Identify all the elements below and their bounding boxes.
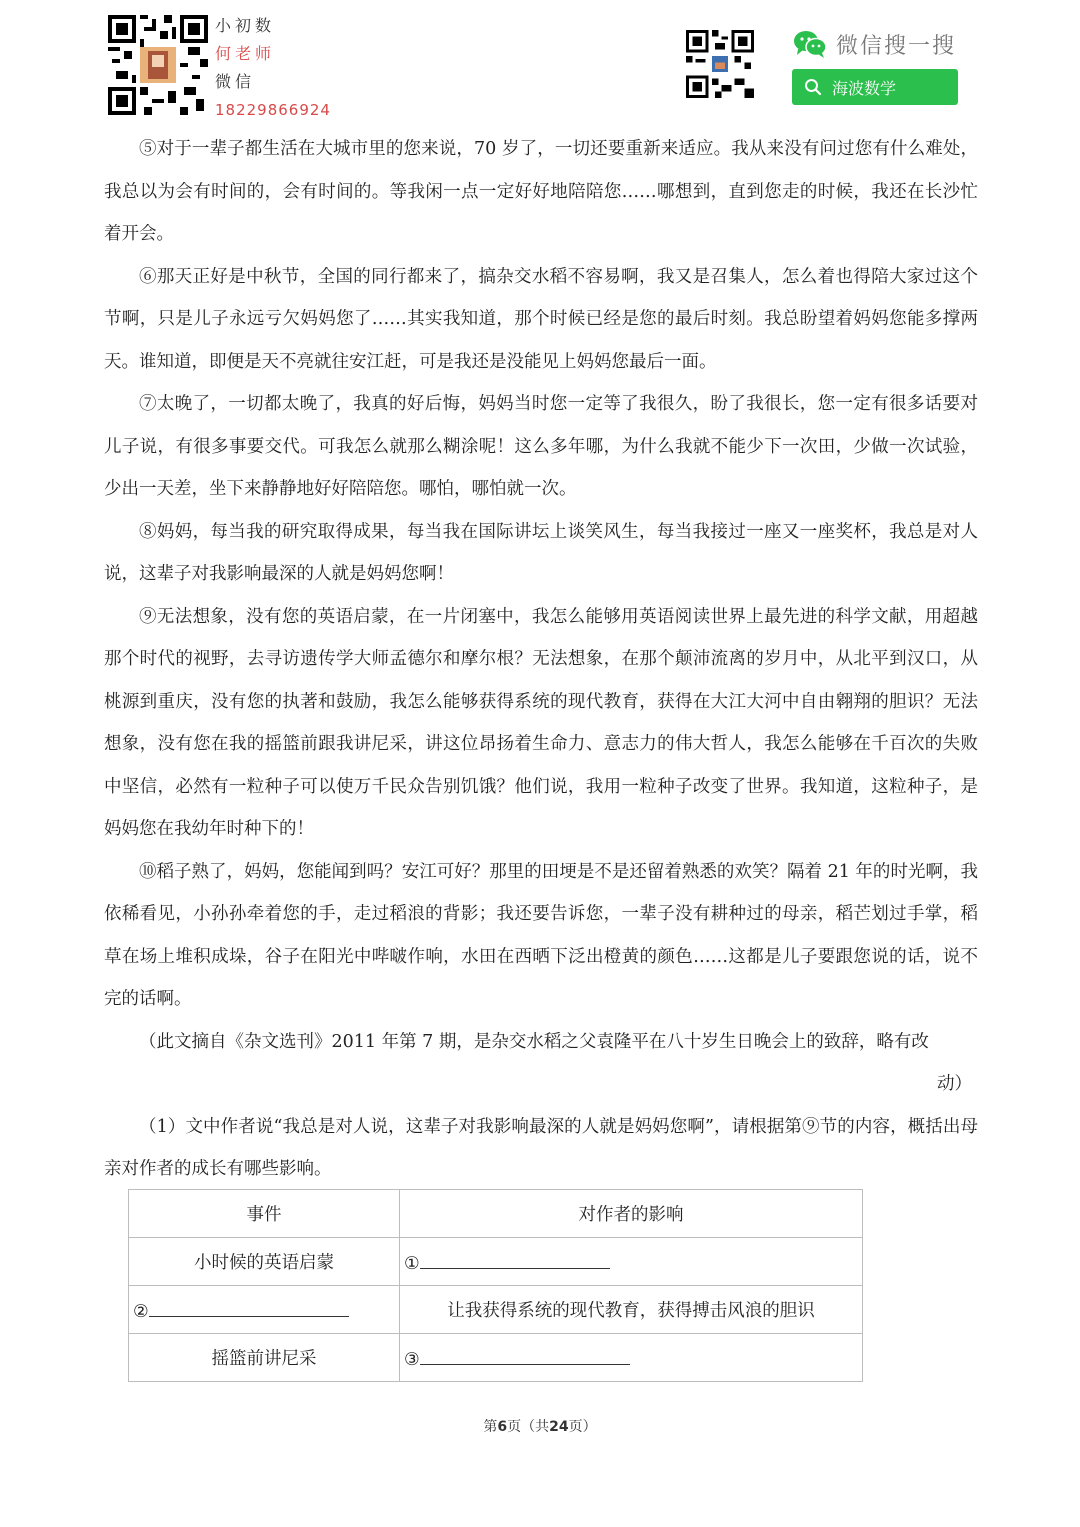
table-row (129, 1286, 863, 1334)
wechat-search-box[interactable] (792, 69, 958, 105)
answer-blank-3[interactable] (420, 1346, 630, 1365)
contact-line-3: 微信 (215, 72, 256, 91)
wechat-search-brand (792, 28, 956, 60)
footer-total-pages: 24 (549, 1419, 569, 1435)
footer-suffix: 页） (568, 1419, 597, 1435)
row1-effect-cell (400, 1238, 863, 1286)
paragraph-7: ⑦太晚了，一切都太晚了，我真的好后悔，妈妈当时您一定等了我很久，盼了我很长，您一定有很多话要对儿子说，有很多事要交代。可我怎么就那么糊涂呢！这么多年哪，为什么我就不能少下一次田，少做一次试验，少出一天差，坐下来静静地好好陪陪您。哪怕，哪怕就一次。 (104, 394, 978, 499)
row1-effect-marker: ① (404, 1253, 420, 1274)
row3-effect-cell (400, 1334, 863, 1382)
table-row (129, 1238, 863, 1286)
question-1: （1）文中作者说“我总是对人说，这辈子对我影响最深的人就是妈妈您啊”，请根据第⑨节的内容，概括出母亲对作者的成长有哪些影响。 (104, 1116, 978, 1179)
answer-table (128, 1189, 863, 1382)
search-icon (804, 78, 822, 96)
row2-effect: 让我获得系统的现代教育，获得搏击风浪的胆识 (400, 1286, 863, 1334)
wechat-brand-label: 微信搜一搜 (836, 33, 957, 59)
table-row (129, 1334, 863, 1382)
row2-event-marker: ② (133, 1301, 149, 1322)
row3-effect-marker: ③ (404, 1349, 420, 1370)
page-footer (0, 1416, 1080, 1436)
answer-blank-2[interactable] (149, 1298, 349, 1317)
table-header-effect: 对作者的影响 (400, 1190, 863, 1238)
qr-code-right (686, 30, 754, 98)
footer-prefix: 第 (483, 1419, 498, 1435)
paragraph-9: ⑨无法想象，没有您的英语启蒙，在一片闭塞中，我怎么能够用英语阅读世界上最先进的科学文献，用超越那个时代的视野，去寻访遗传学大师孟德尔和摩尔根？无法想象，在那个颠沛流离的岁月中，从北平到汉口，从桃源到重庆，没有您的执著和鼓励，我怎么能够获得系统的现代教育，获得在大江大河中自由翱翔的胆识？无法想象，没有您在我的摇篮前跟我讲尼采，讲这位昂扬着生命力、意志力的伟大哲人，我怎么能够在千百次的失败中坚信，必然有一粒种子可以使万千民众告别饥饿？他们说，我用一粒种子改变了世界。我知道，这粒种子，是妈妈您在我幼年时种下的！ (104, 606, 978, 839)
wechat-search-query: 海波数学 (832, 78, 897, 98)
row2-event-cell (129, 1286, 400, 1334)
row3-event: 摇篮前讲尼采 (129, 1334, 400, 1382)
source-note-end: 动） (937, 1074, 972, 1094)
wechat-logo-icon (792, 29, 828, 59)
footer-middle: 页（共 (507, 1419, 550, 1435)
source-note: （此文摘自《杂文选刊》2011 年第 7 期，是杂交水稻之父袁隆平在八十岁生日晚会上的致辞，略有改 (139, 1031, 929, 1052)
contact-line-1: 小初数 (215, 16, 276, 35)
table-header-row (129, 1190, 863, 1238)
qr-code-left (108, 15, 208, 115)
contact-line-2: 何老师 (215, 44, 276, 63)
contact-info (215, 12, 331, 124)
page-header (0, 0, 1080, 125)
contact-phone: 18229866924 (215, 101, 331, 119)
footer-page-number: 6 (497, 1419, 508, 1435)
paragraph-8: ⑧妈妈，每当我的研究取得成果，每当我在国际讲坛上谈笑风生，每当我接过一座又一座奖杯，我总是对人说，这辈子对我影响最深的人就是妈妈您啊！ (104, 521, 978, 584)
paragraph-10: ⑩稻子熟了，妈妈，您能闻到吗？安江可好？那里的田埂是不是还留着熟悉的欢笑？隔着 21 年的时光啊，我依稀看见，小孙孙牵着您的手，走过稻浪的背影；我还要告诉您，一辈子没有耕种过的母亲，稻芒划过手掌，稻草在场上堆积成垛，谷子在阳光中哔啵作响，水田在西晒下泛出橙黄的颜色……这都是儿子要跟您说的话，说不完的话啊。 (104, 861, 978, 1009)
paragraph-5: ⑤对于一辈子都生活在大城市里的您来说，70 岁了，一切还要重新来适应。我从来没有问过您有什么难处，我总以为会有时间的，会有时间的。等我闲一点一定好好地陪陪您……哪想到，直到您走的时候，我还在长沙忙着开会。 (104, 139, 978, 244)
row1-event: 小时候的英语启蒙 (129, 1238, 400, 1286)
article-body (104, 128, 978, 1191)
table-header-event: 事件 (129, 1190, 400, 1238)
paragraph-6: ⑥那天正好是中秋节，全国的同行都来了，搞杂交水稻不容易啊，我又是召集人，怎么着也得陪大家过这个节啊，只是儿子永远亏欠妈妈您了……其实我知道，那个时候已经是您的最后时刻。我总盼望着妈妈您能多撑两天。谁知道，即便是天不亮就往安江赶，可是我还是没能见上妈妈您最后一面。 (104, 266, 978, 372)
answer-blank-1[interactable] (420, 1250, 610, 1269)
